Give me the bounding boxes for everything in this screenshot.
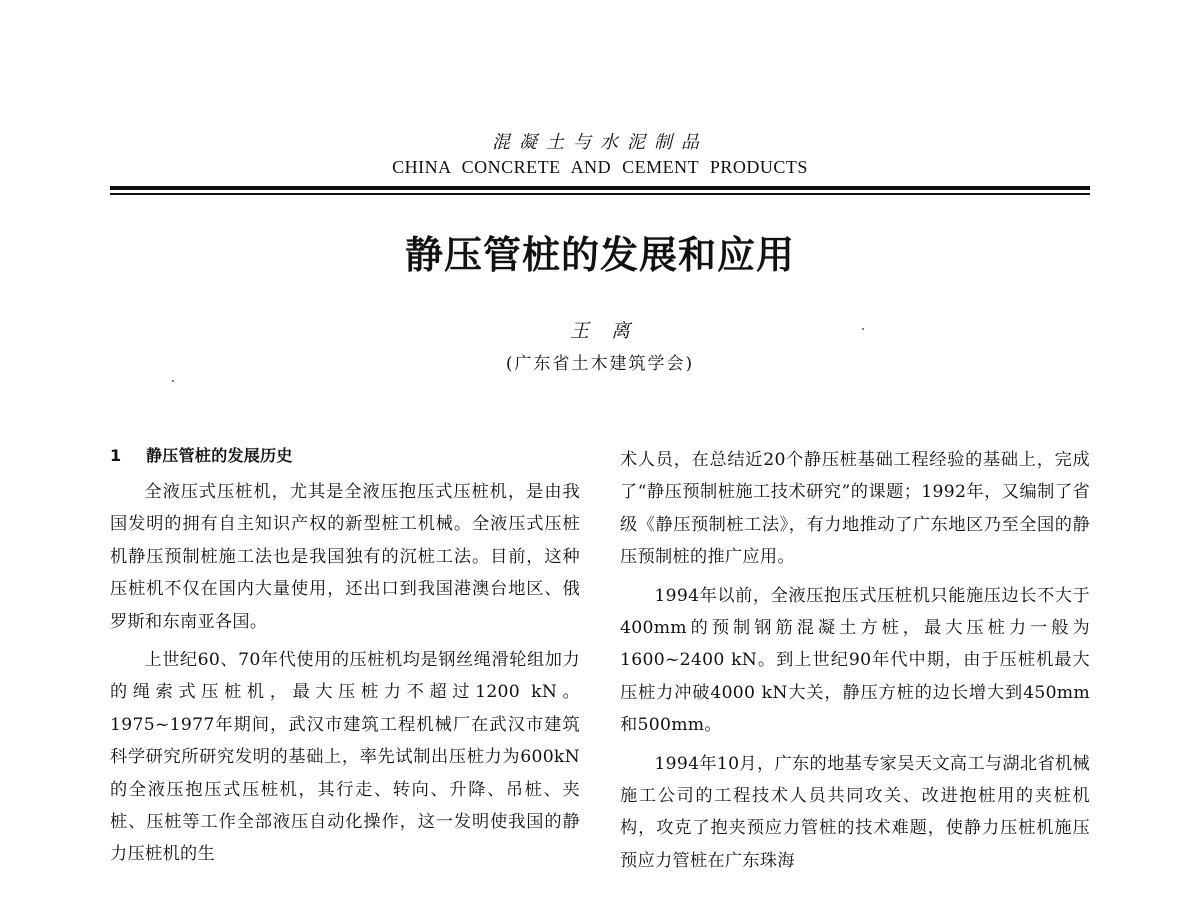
paragraph: 术人员，在总结近20个静压桩基础工程经验的基础上，完成了“静压预制桩施工技术研究”的课题；1992年，又编制了省级《静压预制桩工法》，有力地推动了广东地区乃至全国的静压预制桩的推广应用。 — [620, 450, 1090, 568]
header-rule-thin — [110, 193, 1090, 195]
journal-name-en: CHINA CONCRETE AND CEMENT PRODUCTS — [392, 157, 808, 177]
paragraph: 上世纪60、70年代使用的压桩机均是钢丝绳滑轮组加力的绳索式压桩机，最大压桩力不超过1200 kN。1975~1977年期间，武汉市建筑工程机械厂在武汉市建筑科学研究所研究发明的基础上，率先试制出压桩力为600kN的全液压抱压式压桩机，其行走、转向、升降、吊桩、夹桩、压桩等工作全部液压自动化操作，这一发明使我国的静力压桩机的生 — [110, 650, 580, 865]
header-rule-thick — [110, 186, 1090, 190]
section-heading — [110, 440, 580, 472]
article-author: 王离 — [569, 320, 652, 342]
scan-speck — [172, 380, 174, 382]
paragraph: 全液压式压桩机，尤其是全液压抱压式压桩机，是由我国发明的拥有自主知识产权的新型桩工机械。全液压式压桩机静压预制桩施工法也是我国独有的沉桩工法。目前，这种压桩机不仅在国内大量使用，还出口到我国港澳台地区、俄罗斯和东南亚各国。 — [110, 482, 580, 632]
scan-speck — [862, 328, 864, 330]
journal-name-cn: 混凝土与水泥制品 — [492, 132, 708, 153]
paragraph: 1994年10月，广东的地基专家吴天文高工与湖北省机械施工公司的工程技术人员共同攻关、改进抱桩用的夹桩机构，攻克了抱夹预应力管桩的技术难题，使静力压桩机施压预应力管桩在广东珠海 — [620, 753, 1090, 871]
article-affiliation: (广东省土木建筑学会) — [505, 354, 695, 374]
section-title: 静压管桩的发展历史 — [146, 446, 293, 465]
right-column — [620, 440, 1090, 877]
left-column — [110, 440, 580, 871]
paragraph: 1994年以前，全液压抱压式压桩机只能施压边长不大于400mm的预制钢筋混凝土方桩，最大压桩力一般为1600~2400 kN。到上世纪90年代中期，由于压桩机最大压桩力冲破4000 kN大关，静压方桩的边长增大到450mm和500mm。 — [620, 585, 1090, 736]
article-title: 静压管桩的发展和应用 — [404, 233, 795, 277]
section-number: 1 — [110, 446, 122, 465]
